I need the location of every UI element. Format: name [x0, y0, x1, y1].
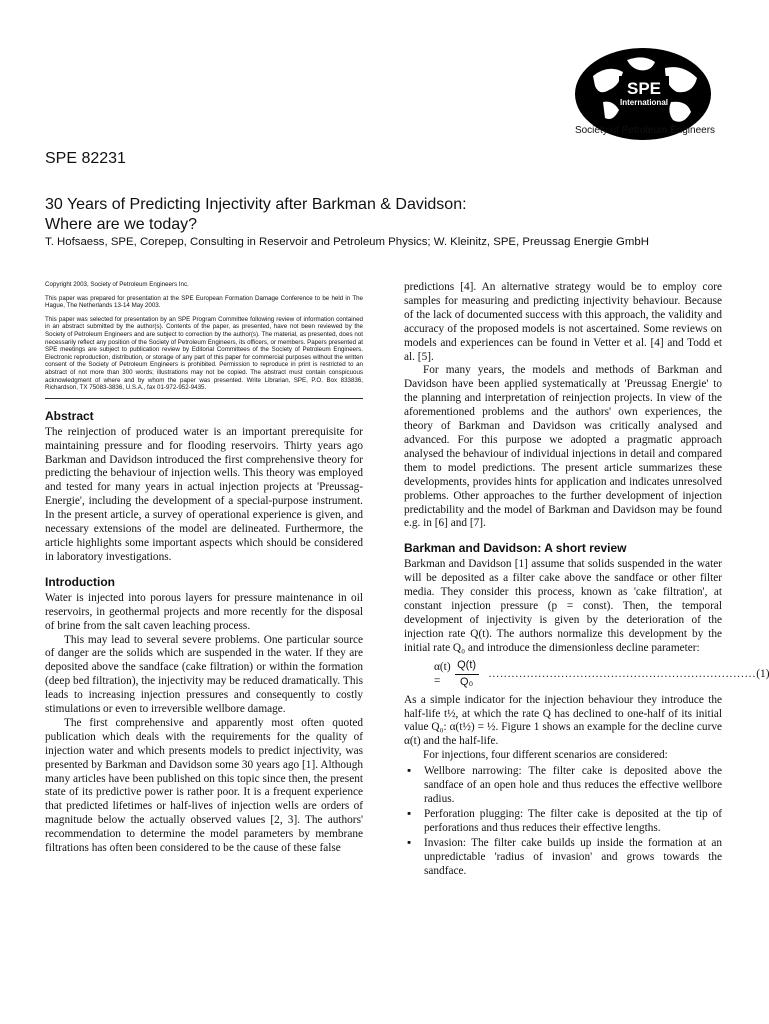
left-column	[45, 281, 363, 856]
intro-paragraph-1: Water is injected into porous layers for pressure maintenance in oil reservoirs, in geothermal projects and more recently for the disposal of brine from the salt caven leaching process.	[45, 591, 363, 632]
review-paragraph-1: Barkman and Davidson [1] assume that solids suspended in the water will be deposited as a filter cake above the sandface or other filter media. They consider this process, known as 'cake filtration', at constant injection pressure (p = const). Then, the temporal development of injectivity is given by the deterioration of the injection rate Q(t). The authors normalize this development by the initial rate Q₀ and introduce the dimensionless decline parameter:	[404, 558, 722, 654]
list-item: ▪ Invasion: The filter cake builds up inside the formation at an unpredictable 'radius of invasion' and grows towards the sandface.	[424, 837, 722, 879]
review-heading: Barkman and Davidson: A short review	[404, 541, 627, 556]
list-item: ▪ Wellbore narrowing: The filter cake is deposited above the sandface of an open hole and thus reduces the effective wellbore radius.	[424, 765, 722, 807]
equation-fraction	[455, 659, 479, 690]
review-paragraph-2: As a simple indicator for the injection behaviour they introduce the half-life t½, at which the rate Q has declined to one-half of its initial value Q₀: α(t½) = ½. Figure 1 shows an example for the decline curve α(t) and the half-life.	[404, 693, 722, 748]
list-item: ▪ Perforation plugging: The filter cake is deposited at the tip of perforations and thus reduces their effective lengths.	[424, 808, 722, 836]
equation-lhs: α(t) =	[434, 660, 451, 687]
paper-title	[45, 195, 745, 235]
equation-denominator: Q₀	[460, 676, 474, 689]
equation-leader-dots: ......................................................................	[488, 667, 757, 680]
title-line-2: Where are we today?	[45, 216, 198, 233]
paper-id: SPE 82231	[45, 150, 126, 167]
right-column	[404, 281, 769, 879]
abstract-text: The reinjection of produced water is an important prerequisite for maintaining pressure and for flooding reservoirs. Thirty years ago Barkman and Davidson introduced the first comprehensive theory for predicting the behaviour of injection wells. This theory was employed and tested for many years in actual injection projects at 'Preussag-Energie', including the development of a special-purpose instrument. In the present article, a survey of operational experience is given, and necessary extensions of the model are delineated. Furthermore, the article highlights some important aspects which should be considered in laboratory investigations.	[45, 425, 363, 563]
right-paragraph-2: For many years, the models and methods of Barkman and Davidson have been applied systematically at 'Preussag Energie' to the planning and interpretation of reinjection projects. In view of the aforementioned problems and the authors' own experiences, the theory of Barkman and Davidson was critically analysed and advanced. For this purpose we adopted a pragmatic approach analysed the behaviour of individual injections in detail and compared them to model predictions. The present article summarizes these developments, provides hints for application and indicates unresolved problems. Other approaches to the further development of injection predictability and the model of Barkman and Davidson may be found e.g. in [6] and [7].	[404, 364, 722, 530]
society-name: Society of Petroleum Engineers	[574, 125, 716, 136]
equation-1	[434, 658, 769, 692]
conference-note: This paper was prepared for presentation at the SPE European Formation Damage Conference to be held in The Hague, The Netherlands 13-14 May 2003.	[45, 294, 363, 310]
logo-international-text: International	[619, 98, 669, 107]
authors: T. Hofsaess, SPE, Corepep, Consulting in Reservoir and Petroleum Physics; W. Kleinitz, SPE, Preussag Energie GmbH	[45, 236, 649, 248]
disclaimer: This paper was selected for presentation by an SPE Program Committee following review of information contained in an abstract submitted by the author(s). Contents of the paper, as presented, have not been reviewed by the Society of Petroleum Engineers and are subject to correction by the author(s). The material, as presented, does not necessarily reflect any position of the Society of Petroleum Engineers, its officers, or members. Papers presented at SPE meetings are subject to publication review by Editorial Committees of the Society of Petroleum Engineers. Electronic reproduction, distribution, or storage of any part of this paper for commercial purposes without the written consent of the Society of Petroleum Engineers is prohibited. Permission to reproduce in print is restricted to an abstract of not more than 300 words; illustrations may not be copied. The abstract must contain conspicuous acknowledgment of where and by whom the paper was presented. Write Librarian, SPE, P.O. Box 833836, Richardson, TX 75083-3836, U.S.A., fax 01-972-952-9435.	[45, 315, 363, 392]
divider	[45, 398, 363, 399]
intro-paragraph-3: The first comprehensive and apparently most often quoted publication which deals with the requirements for the quality of injection water and which presents models to predict injectivity, was presented by Barkman and Davidson some 30 years ago [1]. Although many articles have been published on this topic since then, the present state of its predictive power is rather poor. It is a frequent experience that predicted lifetimes or half-lives of injection wells are orders of magnitude below the actually observed values [2, 3]. The authors' recommendation to determine the model parameters by membrane filtrations has often been considered to be the cause of these false	[45, 716, 363, 855]
scenario-list	[404, 765, 722, 878]
copyright-line: Copyright 2003, Society of Petroleum Engineers Inc.	[45, 281, 189, 288]
fraction-bar	[455, 674, 479, 675]
right-paragraph-1: predictions [4]. An alternative strategy would be to employ core samples for measuring and predicting injectivity behaviour. Because of the lack of documented success with this approach, the validity and accuracy of the proposed models is not ascertained. Some reviews on models and experiences can be found in Vetter et al. [4] and Todd et al. [5].	[404, 281, 722, 363]
title-line-1: 30 Years of Predicting Injectivity after Barkman & Davidson:	[45, 196, 467, 213]
intro-paragraph-2: This may lead to several severe problems. One particular source of danger are the solids which are suspended in the water. If they are deposited above the sandface (cake filtration) or within the formation (deep bed filtration), the injectivity may be reduced dramatically. This leads to increasing injection pressures and consequently to costly stimulations or even to irreversible wellbore damage.	[45, 633, 363, 716]
equation-number: (1)	[756, 667, 769, 680]
equation-numerator: Q(t)	[457, 659, 477, 672]
introduction-heading: Introduction	[45, 574, 115, 589]
logo-spe-text: SPE	[626, 79, 662, 98]
abstract-heading: Abstract	[45, 408, 94, 423]
review-paragraph-3: For injections, four different scenarios are considered:	[423, 749, 668, 762]
